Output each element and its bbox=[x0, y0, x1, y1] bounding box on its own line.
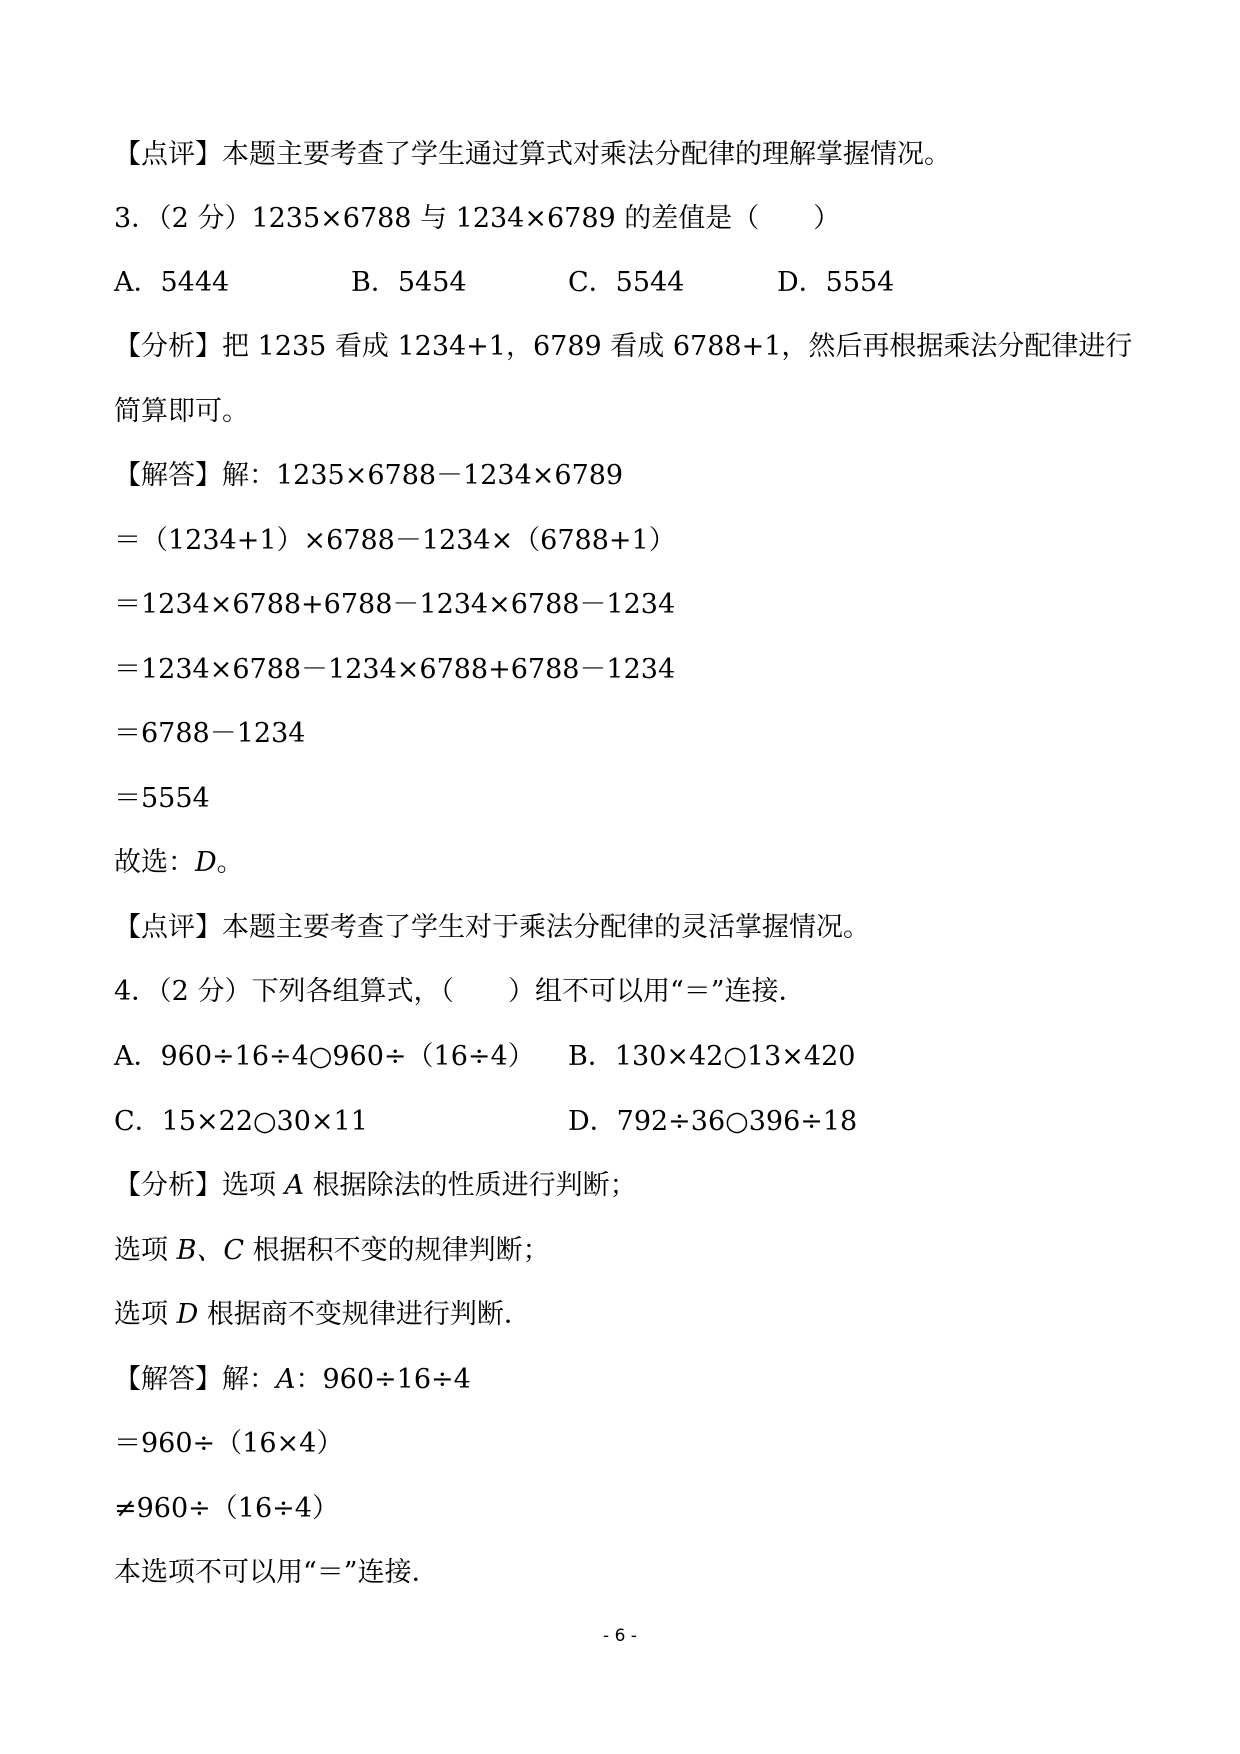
q4-solution-head bbox=[114, 1362, 471, 1398]
q4-analysis-d-letter: D bbox=[176, 1299, 199, 1330]
q3-answer bbox=[114, 845, 244, 881]
q4-option-d: D．792÷36○396÷18 bbox=[568, 1106, 858, 1137]
q4-analysis-a-suffix: 根据除法的性质进行判断； bbox=[304, 1170, 637, 1201]
q4-analysis-a-letter: A bbox=[284, 1170, 305, 1201]
q3-analysis-line2: 简算即可。 bbox=[114, 396, 249, 427]
q3-solution-step: ＝1234×6788+6788－1234×6788－1234 bbox=[114, 589, 676, 620]
q4-analysis-bc-suffix: 根据积不变的规律判断； bbox=[244, 1235, 550, 1266]
q3-option-c: C．5544 bbox=[568, 267, 685, 298]
q4-analysis-bc bbox=[114, 1233, 550, 1269]
q3-answer-prefix: 故选： bbox=[114, 847, 195, 878]
q3-review: 【点评】本题主要考查了学生对于乘法分配律的灵活掌握情况。 bbox=[114, 912, 870, 943]
q3-solution-step: 【解答】解：1235×6788－1234×6789 bbox=[114, 460, 624, 491]
q4-solution-conclusion: 本选项不可以用“＝”连接． bbox=[114, 1557, 439, 1588]
q4-option-a: A．960÷16÷4○960÷（16÷4） bbox=[114, 1041, 535, 1072]
q4-stem: 4．（2 分）下列各组算式，（ ）组不可以用“＝”连接． bbox=[114, 976, 806, 1007]
q4-solution-letter: A bbox=[276, 1364, 296, 1395]
page-number: - 6 - bbox=[603, 1626, 637, 1646]
q4-analysis-d bbox=[114, 1297, 531, 1333]
q3-stem: 3．（2 分）1235×6788 与 1234×6789 的差值是（ ） bbox=[114, 203, 841, 234]
q3-answer-suffix: 。 bbox=[216, 847, 244, 878]
q4-analysis-a-prefix: 【分析】选项 bbox=[114, 1170, 285, 1201]
q4-analysis-d-suffix: 根据商不变规律进行判断． bbox=[198, 1299, 531, 1330]
q4-analysis-bc-letters: B、C bbox=[176, 1235, 245, 1266]
q3-option-a: A．5444 bbox=[114, 267, 230, 298]
q4-solution-step: ≠960÷（16÷4） bbox=[114, 1493, 339, 1524]
q4-option-c: C．15×22○30×11 bbox=[114, 1106, 368, 1137]
q4-solution-prefix: 【解答】解： bbox=[114, 1364, 276, 1395]
q4-analysis-a bbox=[114, 1168, 637, 1204]
q3-solution-step: ＝5554 bbox=[114, 783, 210, 814]
q4-analysis-bc-prefix: 选项 bbox=[114, 1235, 177, 1266]
q4-solution-step: ＝960÷（16×4） bbox=[114, 1428, 344, 1459]
q4-solution-suffix: ：960÷16÷4 bbox=[295, 1364, 471, 1395]
q4-analysis-d-prefix: 选项 bbox=[114, 1299, 177, 1330]
q4-option-b: B．130×42○13×420 bbox=[568, 1041, 856, 1072]
q3-solution-step: ＝（1234+1）×6788－1234×（6788+1） bbox=[114, 525, 676, 556]
q3-option-d: D．5554 bbox=[777, 267, 895, 298]
q3-answer-letter: D bbox=[195, 847, 217, 878]
q2-review: 【点评】本题主要考查了学生通过算式对乘法分配律的理解掌握情况。 bbox=[114, 139, 951, 170]
q3-option-b: B．5454 bbox=[351, 267, 467, 298]
q3-solution-step: ＝1234×6788－1234×6788+6788－1234 bbox=[114, 654, 676, 685]
q3-solution-step: ＝6788－1234 bbox=[114, 718, 306, 749]
q3-analysis-line1: 【分析】把 1235 看成 1234+1，6789 看成 6788+1，然后再根据乘法分配律进行 bbox=[114, 331, 1133, 362]
